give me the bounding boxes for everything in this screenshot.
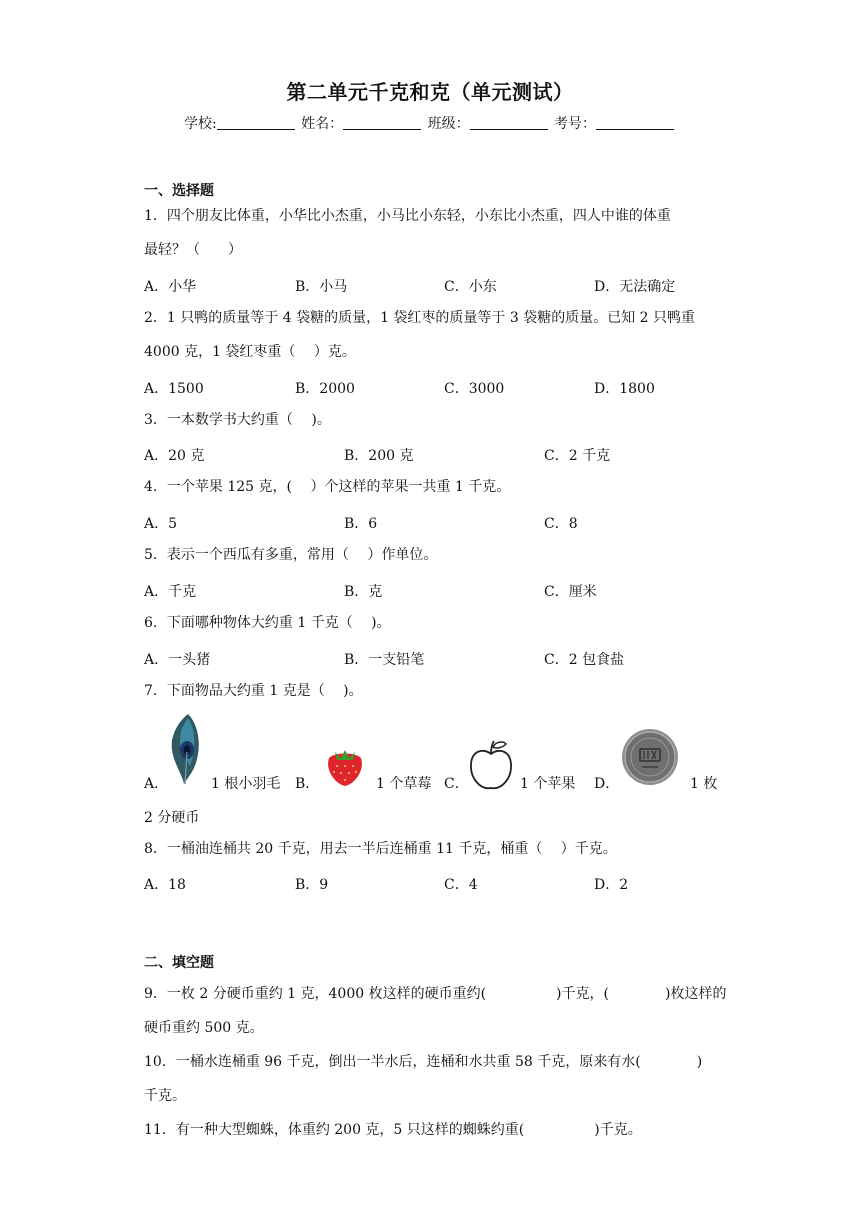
question-10-line2: 千克。 bbox=[144, 1088, 186, 1104]
question-2-line1: 2．1 只鸭的质量等于 4 袋糖的质量，1 袋红枣的质量等于 3 袋糖的质量。已知 2 只鸭重 bbox=[144, 310, 696, 326]
school-blank[interactable] bbox=[217, 115, 295, 130]
q6-option-b[interactable]: B．一支铅笔 bbox=[344, 652, 425, 668]
q5-option-c[interactable]: C．厘米 bbox=[544, 584, 597, 600]
q7-option-c-text[interactable]: 1 个苹果 bbox=[520, 776, 576, 792]
exam-number-label: 考号： bbox=[554, 116, 597, 132]
question-1-line2: 最轻？（ ） bbox=[144, 242, 242, 258]
question-11: 11．有一种大型蜘蛛，体重约 200 克，5 只这样的蜘蛛约重( )千克。 bbox=[144, 1122, 642, 1138]
q3-option-c[interactable]: C．2 千克 bbox=[544, 448, 611, 464]
q7-option-d-prefix[interactable]: D． bbox=[594, 776, 620, 792]
class-label: 班级： bbox=[427, 116, 470, 132]
name-label: 姓名： bbox=[301, 116, 344, 132]
q7-option-a-prefix[interactable]: A． bbox=[144, 776, 169, 792]
q2-option-b[interactable]: B．2000 bbox=[295, 381, 355, 397]
q6-option-c[interactable]: C．2 包食盐 bbox=[544, 652, 625, 668]
q8-option-c[interactable]: C．4 bbox=[444, 877, 478, 893]
q1-option-b[interactable]: B．小马 bbox=[295, 279, 348, 295]
q7-option-c-prefix[interactable]: C． bbox=[444, 776, 469, 792]
q8-option-b[interactable]: B．9 bbox=[295, 877, 329, 893]
question-9-line2: 硬币重约 500 克。 bbox=[144, 1020, 264, 1036]
question-7: 7．下面物品大约重 1 克是（ )。 bbox=[144, 683, 363, 699]
q8-option-a[interactable]: A．18 bbox=[144, 877, 186, 893]
question-2-line2: 4000 克，1 袋红枣重（ ）克。 bbox=[144, 344, 356, 360]
q5-option-a[interactable]: A．千克 bbox=[144, 584, 197, 600]
q7-option-b-text[interactable]: 1 个草莓 bbox=[376, 776, 432, 792]
q7-option-b-prefix[interactable]: B． bbox=[295, 776, 320, 792]
q6-option-a[interactable]: A．一头猪 bbox=[144, 652, 211, 668]
question-8: 8．一桶油连桶共 20 千克，用去一半后连桶重 11 千克，桶重（ ）千克。 bbox=[144, 841, 617, 857]
q3-option-a[interactable]: A．20 克 bbox=[144, 448, 205, 464]
page-title: 第二单元千克和克（单元测试） bbox=[286, 80, 574, 104]
q7-option-d-text[interactable]: 1 枚 bbox=[690, 776, 718, 792]
q5-option-b[interactable]: B．克 bbox=[344, 584, 383, 600]
q4-option-a[interactable]: A．5 bbox=[144, 516, 178, 532]
apple-icon bbox=[466, 738, 516, 792]
class-blank[interactable] bbox=[470, 115, 548, 130]
q1-option-a[interactable]: A．小华 bbox=[144, 279, 197, 295]
q3-option-b[interactable]: B．200 克 bbox=[344, 448, 414, 464]
question-5: 5．表示一个西瓜有多重，常用（ ）作单位。 bbox=[144, 547, 438, 563]
question-10-line1: 10．一桶水连桶重 96 千克，倒出一半水后，连桶和水共重 58 千克，原来有水( ) bbox=[144, 1054, 703, 1070]
section-heading-choice: 一、选择题 bbox=[144, 183, 214, 199]
question-6: 6．下面哪种物体大约重 1 千克（ )。 bbox=[144, 615, 391, 631]
q4-option-b[interactable]: B．6 bbox=[344, 516, 378, 532]
q2-option-d[interactable]: D．1800 bbox=[594, 381, 655, 397]
coin-icon bbox=[620, 727, 680, 787]
question-1-line1: 1．四个朋友比体重，小华比小杰重，小马比小东轻，小东比小杰重，四人中谁的体重 bbox=[144, 208, 671, 224]
name-blank[interactable] bbox=[343, 115, 421, 130]
q1-option-d[interactable]: D．无法确定 bbox=[594, 279, 676, 295]
q4-option-c[interactable]: C．8 bbox=[544, 516, 578, 532]
question-9-line1: 9．一枚 2 分硬币重约 1 克，4000 枚这样的硬币重约( )千克，( )枚这样的 bbox=[144, 986, 727, 1002]
q2-option-c[interactable]: C．3000 bbox=[444, 381, 505, 397]
school-label: 学校: bbox=[183, 116, 217, 132]
student-info-line bbox=[0, 113, 860, 133]
q7-option-a-text[interactable]: 1 根小羽毛 bbox=[211, 776, 281, 792]
q1-option-c[interactable]: C．小东 bbox=[444, 279, 497, 295]
feather-icon bbox=[166, 712, 206, 786]
strawberry-icon bbox=[321, 742, 369, 788]
question-4: 4．一个苹果 125 克，( ）个这样的苹果一共重 1 千克。 bbox=[144, 479, 511, 495]
section-heading-fill: 二、填空题 bbox=[144, 955, 214, 971]
q2-option-a[interactable]: A．1500 bbox=[144, 381, 204, 397]
exam-number-blank[interactable] bbox=[596, 115, 674, 130]
question-3: 3．一本数学书大约重（ )。 bbox=[144, 412, 331, 428]
q7-option-d-wrap: 2 分硬币 bbox=[144, 810, 200, 826]
q8-option-d[interactable]: D．2 bbox=[594, 877, 629, 893]
